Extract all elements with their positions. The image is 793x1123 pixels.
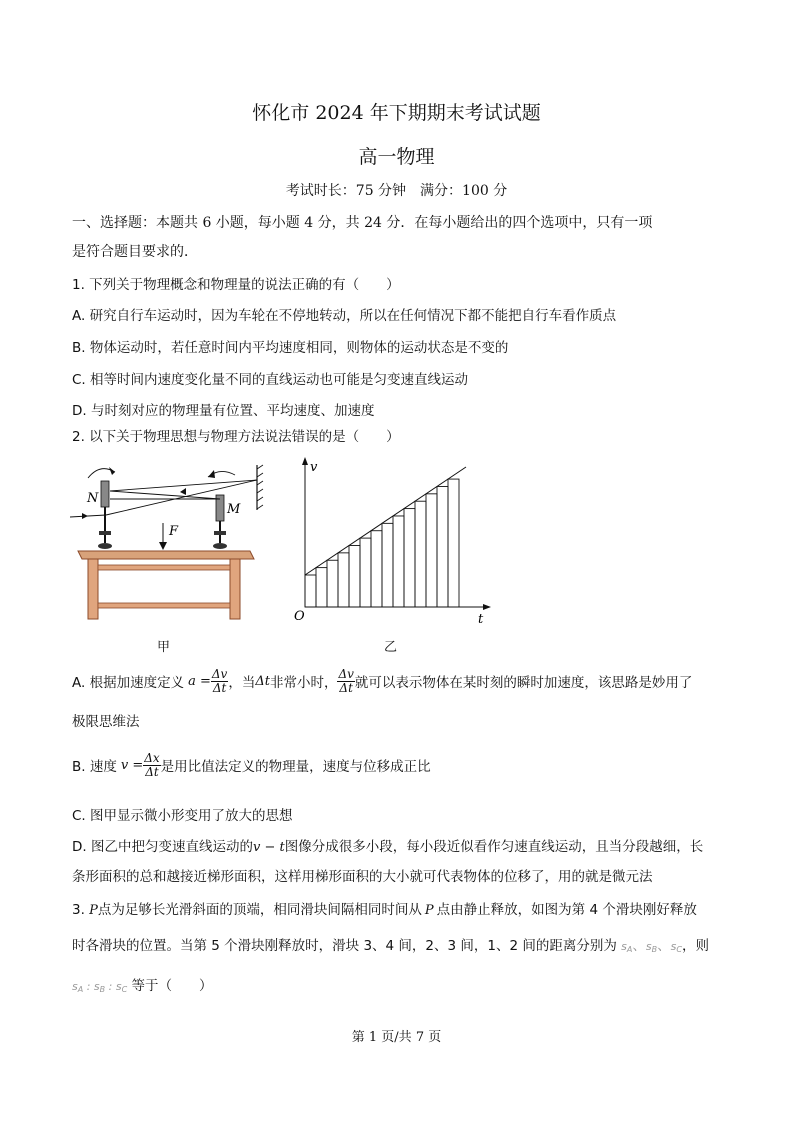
q2-d-vt: v − t — [252, 840, 285, 855]
q3-text1: 点为足够长光滑斜面的顶端，相同滑块间隔相同时间从 — [97, 902, 422, 918]
q2-a-fraction2 — [337, 668, 354, 694]
label-m: M — [227, 502, 241, 517]
q2-option-c: C. 图甲显示微小形变用了放大的思想 — [72, 808, 293, 824]
sub-c: C — [121, 985, 128, 994]
q1-option-c: C. 相等时间内速度变化量不同的直线运动也可能是匀变速直线运动 — [72, 372, 469, 388]
sub-a: A — [77, 985, 84, 994]
sub-b: B — [651, 945, 658, 954]
velocity-line — [305, 467, 466, 575]
q2-a-dt: Δt — [255, 673, 270, 689]
step-bars — [305, 479, 459, 607]
axis-t-label: t — [478, 612, 484, 627]
step-bar — [415, 501, 426, 607]
q2-d-text1: D. 图乙中把匀变速直线运动的 — [72, 839, 253, 855]
q1-option-b: B. 物体运动时，若任意时间内平均速度相同，则物体的运动状态是不变的 — [72, 340, 509, 356]
s-symbol: s — [621, 940, 627, 953]
step-bar — [382, 523, 393, 607]
q3-point-p: P — [89, 903, 98, 918]
step-bar — [404, 509, 415, 607]
frac-den: Δt — [212, 680, 227, 695]
subject-title: 高一物理 — [358, 146, 435, 168]
exam-title: 怀化市 2024 年下期期末考试试题 — [252, 102, 541, 124]
step-bar — [360, 538, 371, 607]
q2-a-lhs: a = — [188, 673, 211, 689]
sub-c: C — [676, 945, 682, 954]
frac-num: Δv — [338, 667, 354, 681]
q3-ratio: $s_A$ : $s_B$ : $s_C$ — [72, 980, 128, 994]
q3-line3 — [72, 974, 212, 994]
step-bar — [448, 479, 459, 607]
sub-a: A — [626, 945, 633, 954]
q2-b-text1: B. 速度 — [72, 759, 117, 776]
q2-b-text2: 是用比值法定义的物理量，速度与位移成正比 — [160, 759, 431, 776]
q2-option-d-line2: 条形面积的总和越接近梯形面积，这样用梯形面积的大小就可代表物体的位移了，用的就是微元法 — [72, 869, 653, 885]
axis-origin-label: O — [294, 609, 305, 624]
s-symbol: s — [670, 940, 677, 953]
q1-option-d: D. 与时刻对应的物理量有位置、平均速度、加速度 — [72, 403, 375, 419]
q3-text4: ，则 — [681, 938, 709, 954]
q3-sa — [621, 940, 632, 953]
frac-num: Δv — [211, 667, 228, 681]
frac-num: Δx — [144, 751, 160, 765]
q2-a-text3: 非常小时， — [269, 675, 338, 692]
label-f: F — [169, 524, 179, 539]
step-bar — [327, 560, 338, 607]
q2-b-lhs: v = — [120, 757, 144, 773]
s-symbol: s — [93, 980, 100, 993]
section-intro-line2: 是符合题目要求的． — [72, 244, 198, 260]
figure-yi — [290, 455, 500, 630]
q2-option-a — [72, 668, 692, 694]
step-bar — [349, 545, 360, 607]
q3-sc — [671, 940, 682, 953]
q3-sb — [646, 940, 657, 953]
q2-option-a-line2: 极限思维法 — [72, 714, 140, 730]
q1-stem: 1. 下列关于物理概念和物理量的说法正确的有（ ） — [72, 277, 400, 293]
s-symbol: s — [72, 980, 78, 993]
figure-yi-caption: 乙 — [384, 640, 398, 655]
step-bar — [437, 486, 448, 607]
step-bar — [426, 494, 437, 607]
q2-b-fraction — [143, 752, 160, 778]
s-symbol: s — [115, 980, 122, 993]
q2-option-d — [72, 835, 703, 855]
q3-text3: 时各滑块的位置。当第 5 个滑块刚释放时，滑块 3、4 间，2、3 间，1、2 间的距离分别为 — [72, 938, 617, 954]
q2-a-text1: A. 根据加速度定义 — [72, 675, 185, 692]
q2-d-text2: 图像分成很多小段，每小段近似看作匀速直线运动，且当分段越细，长 — [284, 839, 704, 855]
frac-den: Δt — [145, 764, 159, 779]
q3-point-p2: P — [424, 903, 434, 918]
step-bar — [305, 575, 316, 607]
q3-num: 3. — [72, 902, 90, 918]
q2-stem: 2. 以下关于物理思想与物理方法说法错误的是（ ） — [72, 429, 400, 445]
step-bar — [338, 553, 349, 607]
figure-jia — [70, 455, 270, 635]
q3-line2: 时各滑块的位置。当第 5 个滑块刚释放时，滑块 3、4 间，2、3 间，1、2 间的距离分别为 $s_A$、$s_B$、$s_C$，则 — [72, 938, 709, 954]
q1-option-a: A. 研究自行车运动时，因为车轮在不停地转动，所以在任何情况下都不能把自行车看作质点 — [72, 308, 617, 324]
axis-v-label: v — [310, 460, 318, 475]
page-footer: 第 1 页/共 7 页 — [351, 1030, 442, 1045]
q2-a-fraction — [211, 668, 228, 694]
sub-b: B — [99, 985, 106, 994]
step-bar — [316, 568, 327, 607]
q2-a-text4: 就可以表示物体在某时刻的瞬时加速度，该思路是妙用了 — [354, 675, 693, 692]
figure-jia-caption: 甲 — [157, 640, 171, 655]
q3-line1 — [72, 898, 697, 918]
exam-info: 考试时长：75 分钟 满分：100 分 — [285, 183, 508, 199]
label-n: N — [87, 491, 99, 506]
step-bar — [371, 531, 382, 607]
q2-option-b — [72, 752, 431, 778]
q3-text5: 等于（ ） — [131, 978, 213, 994]
s-symbol: s — [645, 940, 652, 953]
step-bar — [393, 516, 404, 607]
section-intro-line1: 一、选择题：本题共 6 小题，每小题 4 分，共 24 分．在每小题给出的四个选项中，只有一项 — [72, 215, 653, 231]
q3-text2: 点由静止释放，如图为第 4 个滑块刚好释放 — [436, 902, 697, 918]
frac-den: Δt — [339, 680, 353, 695]
q2-a-text2: ，当 — [228, 675, 256, 692]
